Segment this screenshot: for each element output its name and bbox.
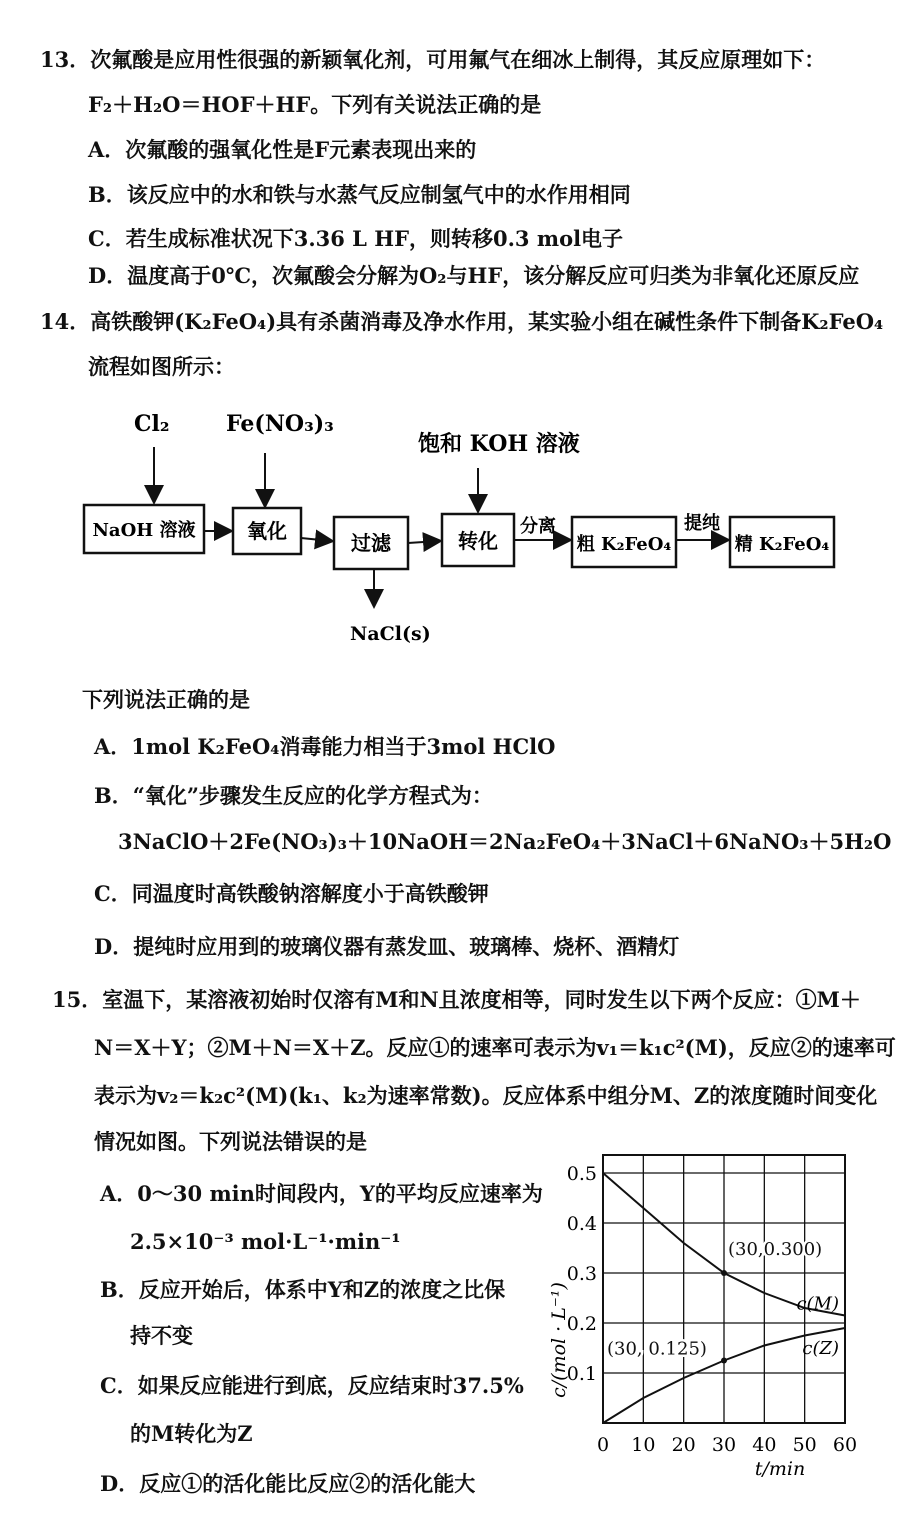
chart-ylabel: c/(mol · L⁻¹) [548,1282,570,1398]
q15-option-d: D．反应①的活化能比反应②的活化能大 [100,1471,476,1496]
chart-xlabel: t/min [754,1458,806,1480]
chart-annotation-m: (30,0.300) [728,1239,823,1260]
flow-arrow-2 [301,538,331,541]
flow-arrow-separate-label: 分离 [520,516,556,537]
q13-option-d: D．温度高于0℃，次氟酸会分解为O₂与HF，该分解反应可归类为非氧化还原反应 [88,263,860,288]
flow-box-oxidize-label: 氧化 [247,519,287,543]
chart-point-m-30 [721,1270,727,1276]
q15-option-a: A．0～30 min时间段内，Y的平均反应速率为 [100,1181,543,1206]
q15-stem-line4: 情况如图。下列说法错误的是 [94,1129,367,1154]
flow-output-nacl: NaCl(s) [350,623,431,645]
flow-box-pure-label: 精 K₂FeO₄ [734,534,830,555]
flow-box-filter-label: 过滤 [351,531,391,555]
q15-option-b-cont: 持不变 [130,1323,193,1348]
q13-stem-line2: F₂＋H₂O＝HOF＋HF。下列有关说法正确的是 [88,92,542,117]
chart-series-label-cz: c(Z) [802,1338,839,1359]
q14-option-b-equation: 3NaClO＋2Fe(NO₃)₃＋10NaOH＝2Na₂FeO₄＋3NaCl＋6NaNO₃＋5H₂O [118,829,892,854]
q15-stem-line1: 15．室温下，某溶液初始时仅溶有M和N且浓度相等，同时发生以下两个反应：①M＋ [52,987,861,1012]
flow-input-cl2: Cl₂ [134,411,170,437]
q14-option-d: D．提纯时应用到的玻璃仪器有蒸发皿、玻璃棒、烧杯、酒精灯 [94,934,680,959]
q13-stem-line1: 13．次氟酸是应用性很强的新颖氧化剂，可用氟气在细冰上制得，其反应原理如下： [40,47,826,72]
q15-option-c-cont: 的M转化为Z [130,1421,253,1446]
q13-option-c: C．若生成标准状况下3.36 L HF，则转移0.3 mol电子 [88,226,624,251]
chart-x-tick-label: 30 [711,1434,737,1456]
chart-x-tick-label: 20 [671,1434,696,1456]
q15-option-c: C．如果反应能进行到底，反应结束时37.5% [100,1373,524,1398]
q13-option-b: B．该反应中的水和铁与水蒸气反应制氢气中的水作用相同 [88,182,631,207]
flow-box-crude-label: 粗 K₂FeO₄ [576,534,672,555]
chart-x-tick-label: 40 [752,1434,777,1456]
chart-x-tick-label: 0 [596,1434,610,1456]
q13-option-a: A．次氟酸的强氧化性是F元素表现出来的 [88,137,477,162]
chart-series-label-cm: c(M) [796,1293,839,1315]
q14-option-b: B．“氧化”步骤发生反应的化学方程式为： [94,783,493,808]
chart-y-tick-label: 0.5 [566,1163,597,1185]
q15-option-b: B．反应开始后，体系中Y和Z的浓度之比保 [100,1277,506,1302]
flow-box-convert-label: 转化 [458,529,498,553]
flow-arrow-3 [408,541,439,543]
q14-option-a: A．1mol K₂FeO₄消毒能力相当于3mol HClO [94,734,556,759]
chart-x-tick-label: 50 [792,1434,817,1456]
flow-box-naoh-label: NaOH 溶液 [92,520,196,541]
chart-x-tick-label: 60 [832,1434,858,1456]
chart-x-tick-label: 10 [631,1434,656,1456]
chart-y-tick-label: 0.2 [566,1313,597,1335]
q14-stem-line1: 14．高铁酸钾(K₂FeO₄)具有杀菌消毒及净水作用，某实验小组在碱性条件下制备K₂FeO₄ [40,309,884,334]
chart-y-tick-label: 0.1 [566,1363,597,1385]
q15-stem-line3: 表示为v₂＝k₂c²(M)(k₁、k₂为速率常数)。反应体系中组分M、Z的浓度随时间变化 [94,1083,878,1108]
chart-y-tick-label: 0.3 [566,1263,597,1285]
flow-input-fe: Fe(NO₃)₃ [226,411,334,437]
concentration-chart [545,1145,875,1490]
flow-input-koh: 饱和 KOH 溶液 [418,431,580,457]
chart-y-tick-label: 0.4 [566,1213,597,1235]
q14-option-c: C．同温度时高铁酸钠溶解度小于高铁酸钾 [94,881,489,906]
q15-option-a-cont: 2.5×10⁻³ mol·L⁻¹·min⁻¹ [130,1229,401,1254]
flowchart [60,395,860,665]
q14-stem-line3: 下列说法正确的是 [82,687,250,712]
q14-stem-line2: 流程如图所示： [88,354,235,379]
flow-arrow-purify-label: 提纯 [684,513,720,534]
chart-point-z-30 [721,1358,727,1364]
q15-stem-line2: N＝X＋Y；②M＋N＝X＋Z。反应①的速率可表示为v₁＝k₁c²(M)，反应②的速率可 [94,1035,896,1060]
chart-annotation-z: (30, 0.125) [607,1338,707,1360]
